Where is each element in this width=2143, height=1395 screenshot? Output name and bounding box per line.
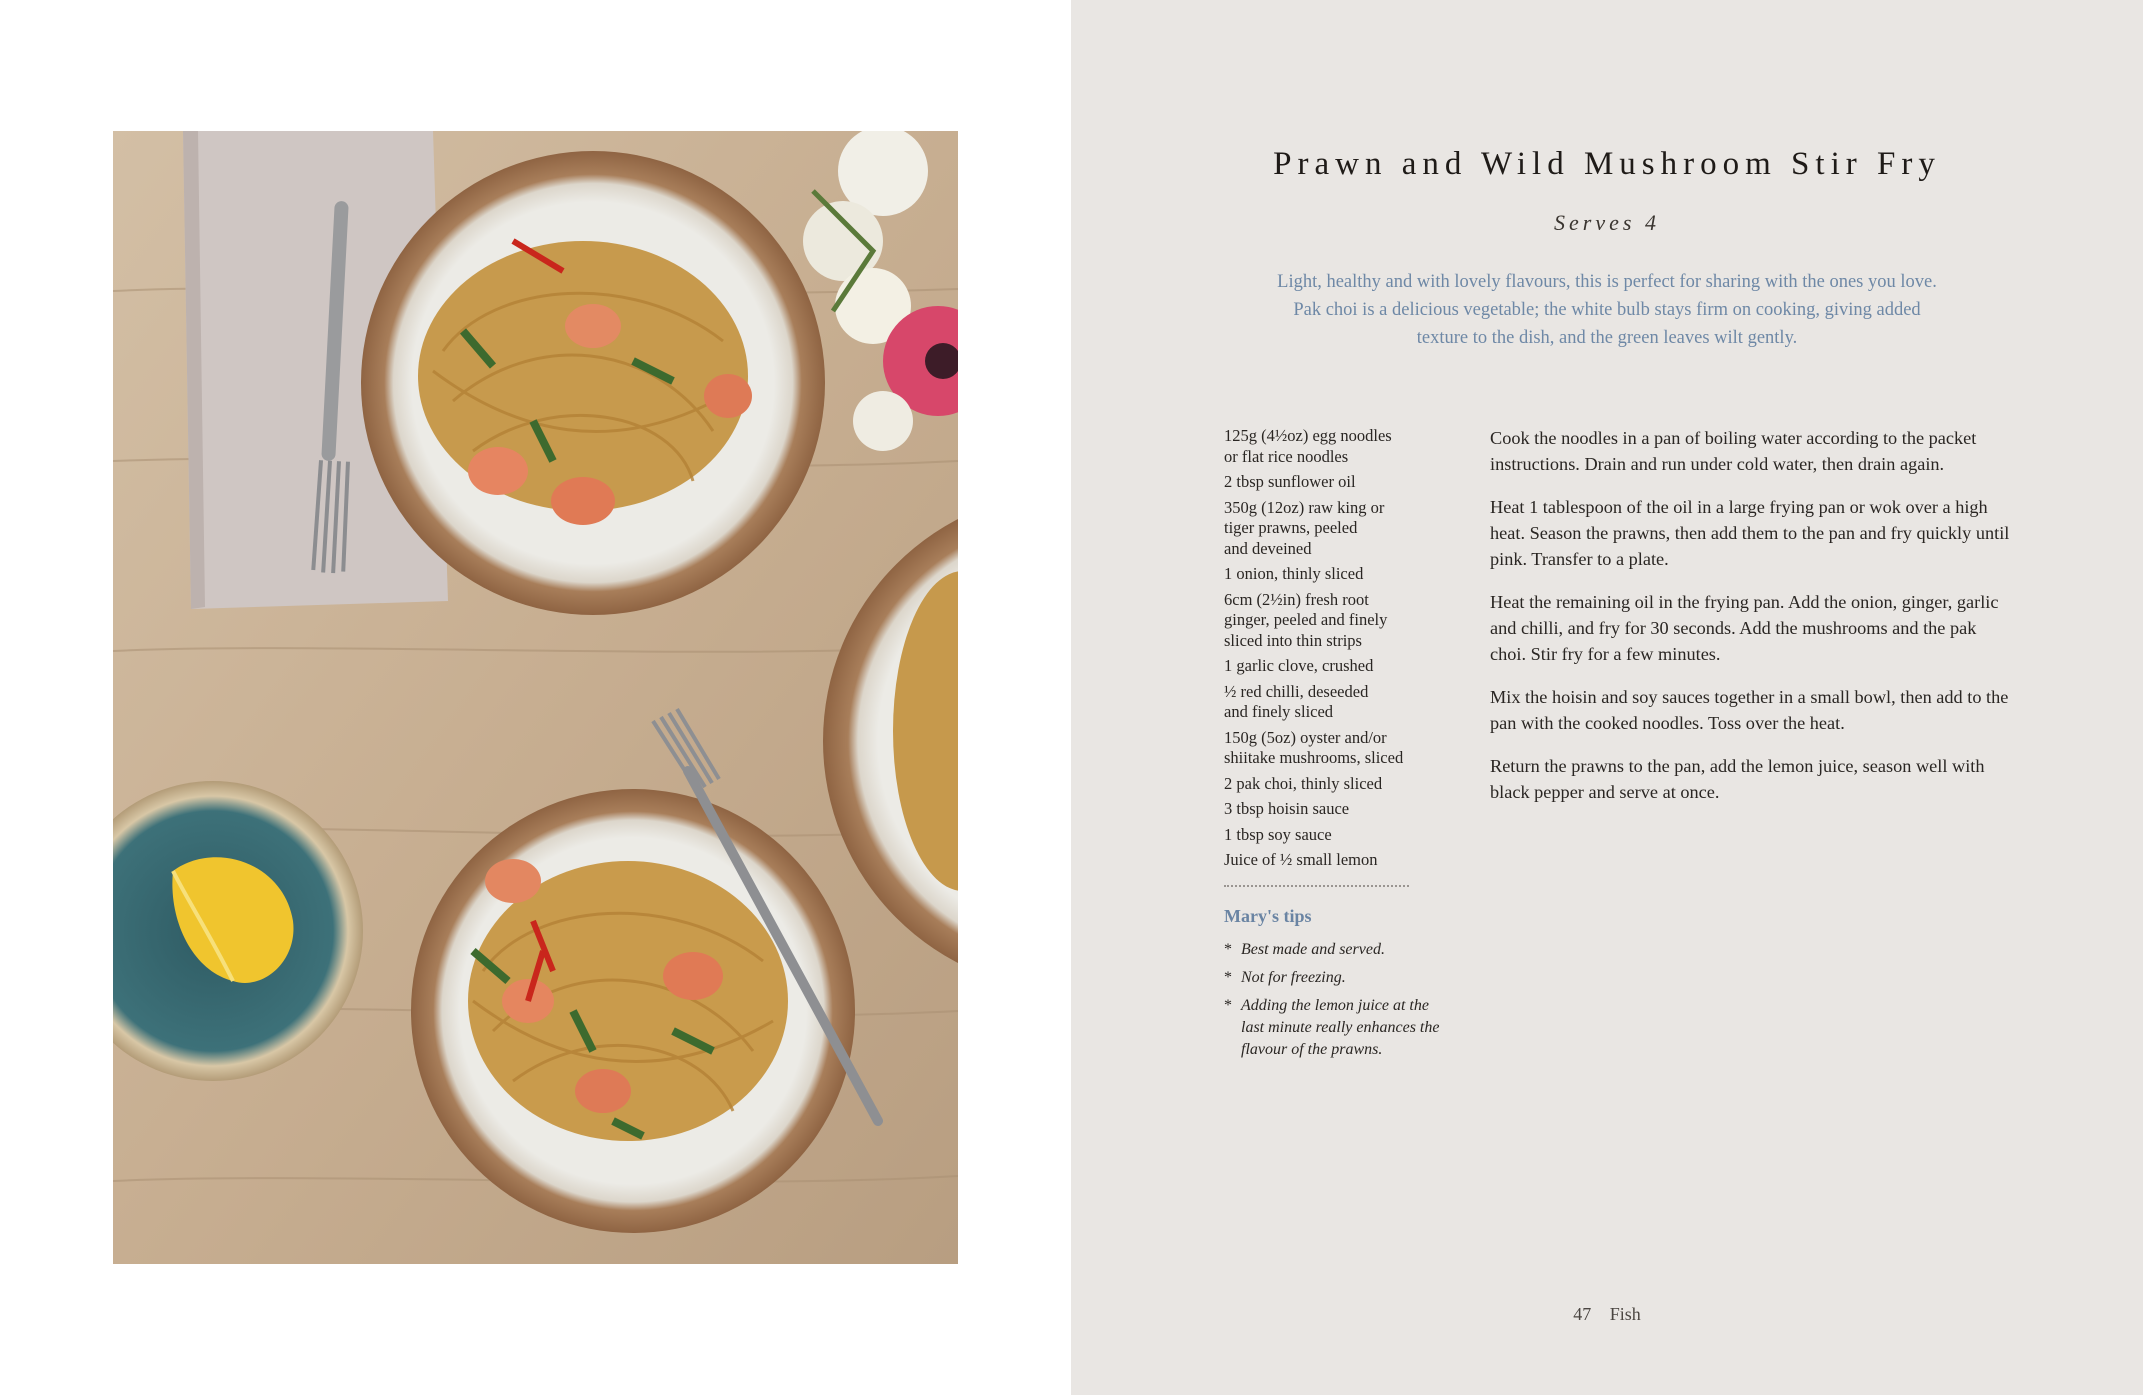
right-page: [1071, 0, 2143, 1395]
ingredient-item: [1224, 774, 1464, 795]
ingredient-line: and finely sliced: [1224, 702, 1334, 721]
ingredient-line: 1 garlic clove, crushed: [1224, 656, 1374, 675]
food-photo-illustration: [113, 131, 958, 1264]
ingredient-item: [1224, 656, 1464, 677]
ingredient-line: 3 tbsp hoisin sauce: [1224, 799, 1350, 818]
tip-item: [1224, 995, 1454, 1061]
ingredient-line: 125g (4½oz) egg noodles: [1224, 426, 1392, 445]
ingredient-item: [1224, 728, 1464, 769]
ingredient-line: ginger, peeled and finely: [1224, 610, 1388, 629]
tips-title: Mary's tips: [1224, 906, 1312, 926]
ingredient-line: shiitake mushrooms, sliced: [1224, 748, 1404, 767]
method-steps: [1490, 425, 2015, 822]
method-step: Return the prawns to the pan, add the lemon juice, season well with black pepper and serve at once.: [1490, 756, 1985, 802]
tips-list: [1224, 939, 1454, 1067]
ingredients-list: [1224, 426, 1464, 876]
ingredient-line: 350g (12oz) raw king or: [1224, 497, 1385, 517]
ingredient-line: and deveined: [1224, 538, 1312, 558]
method-step: Mix the hoisin and soy sauces together in a small bowl, then add to the pan with the cooked noodles. Toss over the heat.: [1490, 687, 2009, 733]
left-page: [0, 0, 1071, 1395]
asterisk-icon: *: [1224, 969, 1232, 986]
method-step: Cook the noodles in a pan of boiling water according to the packet instructions. Drain and run under cold water, then drain again.: [1490, 428, 1977, 474]
ingredient-line: tiger prawns, peeled: [1224, 518, 1358, 537]
recipe-serves: Serves 4: [1554, 210, 1660, 235]
recipe-intro: Light, healthy and with lovely flavours, this is perfect for sharing with the ones you love. Pak choi is a delicious vegetable; the white bulb stays firm on cooking, giving added texture to the dish, and the green leaves wilt gently.: [1277, 272, 1937, 348]
ingredient-line: 150g (5oz) oyster and/or: [1224, 727, 1387, 747]
ingredient-item: [1224, 682, 1464, 723]
ingredient-item: [1224, 590, 1464, 652]
tip-text: Best made and served.: [1241, 941, 1385, 958]
tip-item: [1224, 939, 1454, 961]
tip-text: Not for freezing.: [1241, 969, 1346, 986]
ingredient-line: or flat rice noodles: [1224, 446, 1349, 466]
method-step: Heat the remaining oil in the frying pan. Add the onion, ginger, garlic and chilli, and fry for 30 seconds. Add the mushrooms and the pak choi. Stir fry for a few minutes.: [1490, 592, 1999, 664]
recipe-title: Prawn and Wild Mushroom Stir Fry: [1273, 146, 1941, 182]
method-step: Heat 1 tablespoon of the oil in a large frying pan or wok over a high heat. Season the prawns, then add them to the pan and fry quickly until pink. Transfer to a plate.: [1490, 497, 2010, 569]
ingredient-item: [1224, 850, 1464, 871]
ingredient-line: 1 tbsp soy sauce: [1224, 824, 1332, 844]
section-name: Fish: [1609, 1304, 1641, 1324]
recipe-photo: [113, 131, 958, 1264]
ingredient-line: 2 tbsp sunflower oil: [1224, 472, 1356, 491]
dotted-divider: [1224, 885, 1409, 887]
ingredient-line: 6cm (2½in) fresh root: [1224, 589, 1369, 609]
ingredient-item: [1224, 472, 1464, 493]
ingredient-item: [1224, 564, 1464, 585]
asterisk-icon: *: [1224, 941, 1232, 958]
tip-text: Adding the lemon juice at the last minute really enhances the flavour of the prawns.: [1241, 997, 1440, 1058]
ingredient-item: [1224, 498, 1464, 560]
ingredient-line: 1 onion, thinly sliced: [1224, 564, 1364, 583]
ingredient-line: ½ red chilli, deseeded: [1224, 681, 1369, 701]
asterisk-icon: *: [1224, 997, 1232, 1014]
ingredient-line: Juice of ½ small lemon: [1224, 850, 1378, 869]
page-footer: [1071, 1304, 2143, 1325]
ingredient-item: [1224, 799, 1464, 820]
ingredient-line: sliced into thin strips: [1224, 630, 1362, 650]
tip-item: [1224, 967, 1454, 989]
ingredient-line: 2 pak choi, thinly sliced: [1224, 773, 1383, 793]
ingredient-item: [1224, 426, 1464, 467]
ingredient-item: [1224, 825, 1464, 846]
page-number: 47: [1573, 1304, 1592, 1324]
